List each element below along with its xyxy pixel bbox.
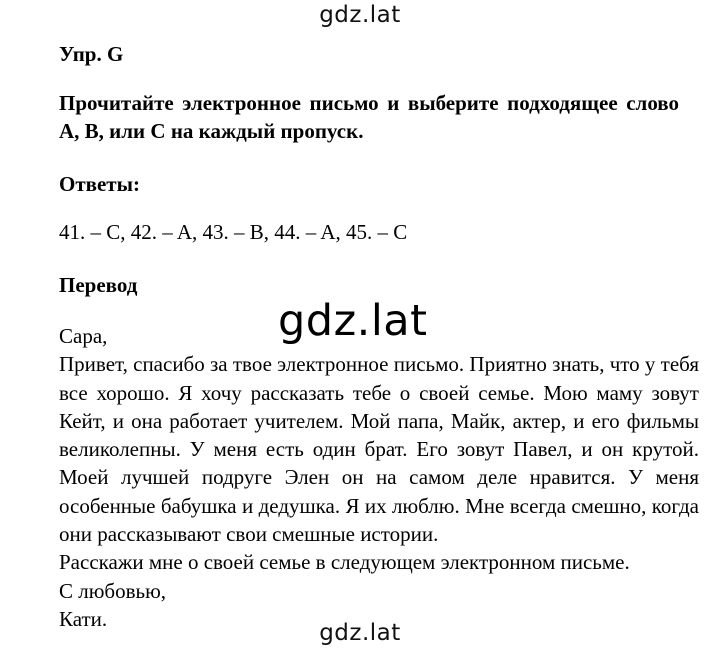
watermark-middle: gdz.lat <box>278 296 428 346</box>
letter-body: Привет, спасибо за твое электронное письмо. Приятно знать, что у тебя все хорошо. Я хочу рассказать тебе о своей семье. Мою маму зовут Кейт, и она работает учителем. Мой папа, Майк, актер, и его фильмы великолепны. У меня есть один брат. Его зовут Павел, и он крутой. Моей лучшей подруге Элен он на самом деле нравится. У меня особенные бабушка и дедушка. Я их люблю. Мне всегда смешно, когда они рассказывают свои смешные истории. <box>59 352 699 547</box>
translation-heading: Перевод <box>59 273 138 297</box>
letter-signature: Кати. <box>59 606 108 631</box>
letter-closing-request: Расскажи мне о своей семье в следующем электронном письме. <box>59 550 630 575</box>
answers-heading: Ответы: <box>59 172 141 196</box>
letter-text <box>59 322 699 633</box>
exercise-title: Упр. G <box>59 42 124 66</box>
exercise-instruction: Прочитайте электронное письмо и выберите подходящее слово A, B, или C на каждый пропуск. <box>59 91 679 143</box>
letter-signoff: С любовью, <box>59 578 167 603</box>
letter-greeting: Сара, <box>59 324 108 348</box>
watermark-top: gdz.lat <box>319 2 401 28</box>
watermark-bottom: gdz.lat <box>319 620 401 646</box>
answers-text: 41. – C, 42. – A, 43. – B, 44. – A, 45. – C <box>59 220 408 244</box>
